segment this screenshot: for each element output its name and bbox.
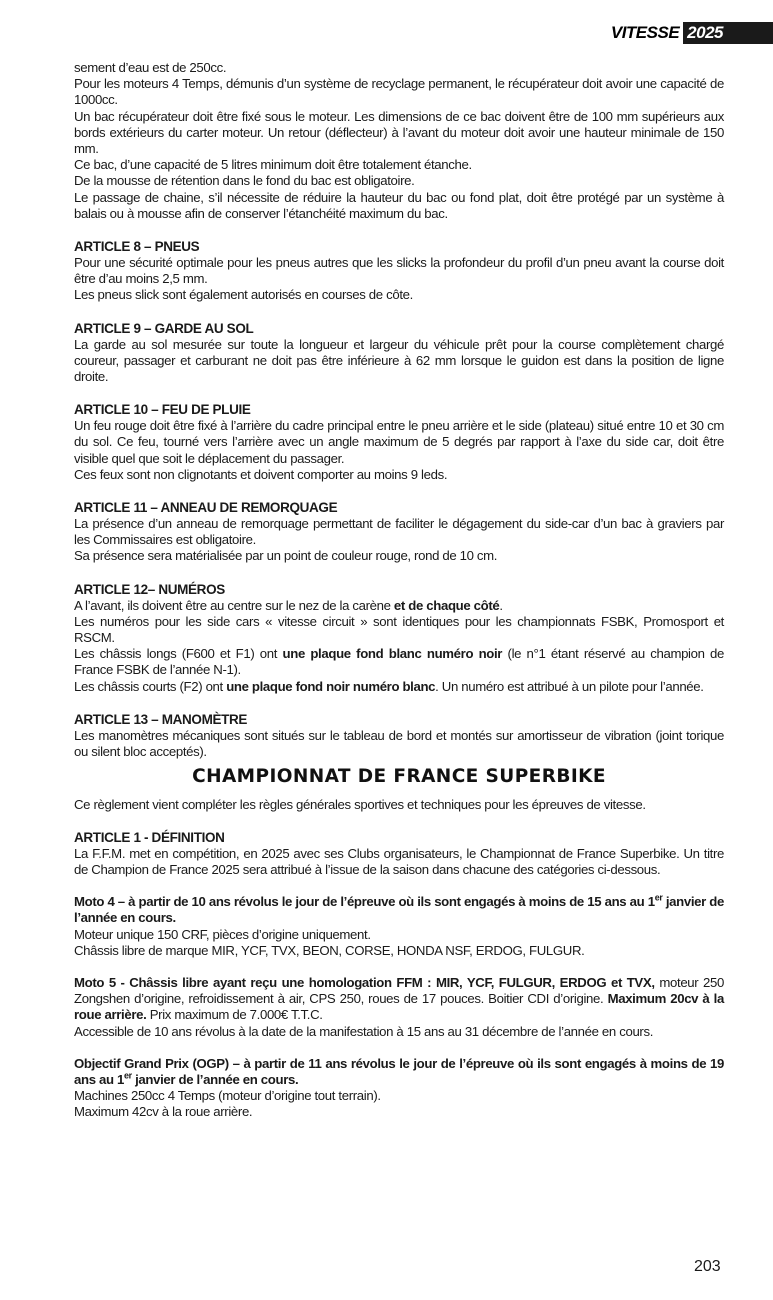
article-8-heading: ARTICLE 8 – PNEUS [74,239,200,255]
moto5-paragraph [74,975,724,1024]
paragraph: Moteur unique 150 CRF, pièces d’origine uniquement. [74,926,371,942]
paragraph: Un bac récupérateur doit être fixé sous le moteur. Les dimensions de ce bac doivent être de 100 mm supérieurs aux bords extérieurs du carter moteur. Un retour (déflecteur) à l’avant du moteur doit avoir une hauteur minimale de 150 mm. [74,108,724,157]
text-run: . Un numéro est attribué à un pilote pour l’année. [435,678,704,694]
bold-run: Maximum 20cv à la roue arrière. [74,991,724,1023]
header-year: 2025 [683,22,773,44]
paragraph: Ces feux sont non clignotants et doivent comporter au moins 9 leds. [74,466,448,482]
paragraph: sement d’eau est de 250cc. [74,60,227,75]
paragraph: De la mousse de rétention dans le fond du bac est obligatoire. [74,173,415,189]
bold-run: une plaque fond blanc numéro noir [282,646,503,662]
text-run: Les châssis longs (F600 et F1) ont [74,646,283,662]
bold-run: janvier de l’année en cours. [74,894,724,926]
paragraph: Les manomètres mécaniques sont situés sur le tableau de bord et montés sur amortisseur de vibration (joint torique ou silent bloc acceptés). [74,727,724,760]
paragraph: Les pneus slick sont également autorisés en courses de côte. [74,287,413,303]
paragraph: Ce règlement vient compléter les règles générales sportives et techniques pour les épreuves de vitesse. [74,796,646,812]
text-run: Prix maximum de 7.000€ T.T.C. [146,1007,323,1023]
ogp-heading [74,1056,724,1088]
text-run: . [499,597,503,613]
paragraph: Un feu rouge doit être fixé à l’arrière du cadre principal entre le pneu arrière et le side (plateau) situé entre 10 et 30 cm du sol. Ce feu, tourné vers l’arrière avec un angle maximum de 5 degrés par rapport à l’axe du side car, doit être visible quel que soit le déplacement du passager. [74,418,724,466]
superscript: er [654,892,663,903]
paragraph [74,679,724,695]
paragraph: Pour les moteurs 4 Temps, démunis d’un système de recyclage permanent, le récupérateur doit avoir une capacité de 1000cc. [74,76,724,108]
bold-run: et de chaque côté [393,597,500,613]
paragraph: Pour une sécurité optimale pour les pneus autres que les slicks la profondeur du profil d’un pneu avant la course doit être d’au moins 2,5 mm. [74,255,724,287]
bold-run: Moto 4 – à partir de 10 ans révolus le jour de l’épreuve où ils sont engagés à moins de 15 ans au 1 [74,894,655,910]
text-run: Les châssis courts (F2) ont [74,678,227,694]
article-9-heading: ARTICLE 9 – GARDE AU SOL [74,320,254,336]
superscript: er [123,1070,132,1081]
paragraph: Châssis libre de marque MIR, YCF, TVX, BEON, CORSE, HONDA NSF, ERDOG, FULGUR. [74,942,585,958]
header-word: VITESSE [610,23,680,42]
paragraph: Le passage de chaine, s’il nécessite de réduire la hauteur du bac ou fond plat, doit être protégé par un système à balais ou à mousse afin de conserver l’étanchéité maximum du bac. [74,189,724,221]
section-title: CHAMPIONNAT DE FRANCE SUPERBIKE [192,766,606,788]
running-header [611,22,773,44]
bold-run: une plaque fond noir numéro blanc [226,678,436,694]
bold-run: Objectif Grand Prix (OGP) – à partir de 11 ans révolus le jour de l’épreuve où ils sont engagés à moins de 19 ans au 1 [74,1055,724,1087]
paragraph: Maximum 42cv à la roue arrière. [74,1104,253,1120]
definition-heading: ARTICLE 1 - DÉFINITION [74,829,225,845]
moto4-heading [74,894,724,926]
paragraph: Ce bac, d’une capacité de 5 litres minimum doit être totalement étanche. [74,157,472,173]
page-number: 203 [694,1258,721,1275]
paragraph: Accessible de 10 ans révolus à la date de la manifestation à 15 ans au 31 décembre de l’année en cours. [74,1023,654,1039]
paragraph: Les numéros pour les side cars « vitesse circuit » sont identiques pour les championnats FSBK, Promosport et RSCM. [74,613,724,646]
article-11-heading: ARTICLE 11 – ANNEAU DE REMORQUAGE [74,500,338,516]
paragraph: Sa présence sera matérialisée par un point de couleur rouge, rond de 10 cm. [74,548,498,564]
text-run: moteur 250 Zongshen d’origine, refroidissement à air, CPS 250, roues de 17 pouces. Boitier CDI d’origine. [74,974,725,1007]
paragraph [74,598,724,614]
paragraph: La présence d’un anneau de remorquage permettant de faciliter le dégagement du side-car d’un bac à graviers par les Commissaires est obligatoire. [74,516,724,548]
article-12-heading: ARTICLE 12– NUMÉROS [74,581,225,597]
bold-run: janvier de l’année en cours. [131,1071,299,1087]
paragraph: Machines 250cc 4 Temps (moteur d’origine tout terrain). [74,1088,381,1104]
page-content [74,60,724,1121]
bold-run: Moto 5 - Châssis libre ayant reçu une homologation FFM : MIR, YCF, FULGUR, ERDOG et TVX, [74,974,655,990]
article-10-heading: ARTICLE 10 – FEU DE PLUIE [74,402,251,418]
paragraph: La garde au sol mesurée sur toute la longueur et largeur du véhicule prêt pour la course complètement chargé coureur, passager et carburant ne doit pas être inférieure à 62 mm lorsque le guidon est dans la position de ligne droite. [74,336,724,385]
article-13-heading: ARTICLE 13 – MANOMÈTRE [74,711,248,727]
paragraph: La F.F.M. met en compétition, en 2025 avec ses Clubs organisateurs, le Championnat de France Superbike. Un titre de Champion de France 2025 sera attribué à l’issue de la saison dans chacune des catégories ci-dessous. [74,845,724,877]
paragraph [74,646,724,678]
text-run: A l’avant, ils doivent être au centre sur le nez de la carène [74,597,394,613]
text-run: (le n°1 étant réservé au champion de France FSBK de l’année N-1). [74,646,725,678]
